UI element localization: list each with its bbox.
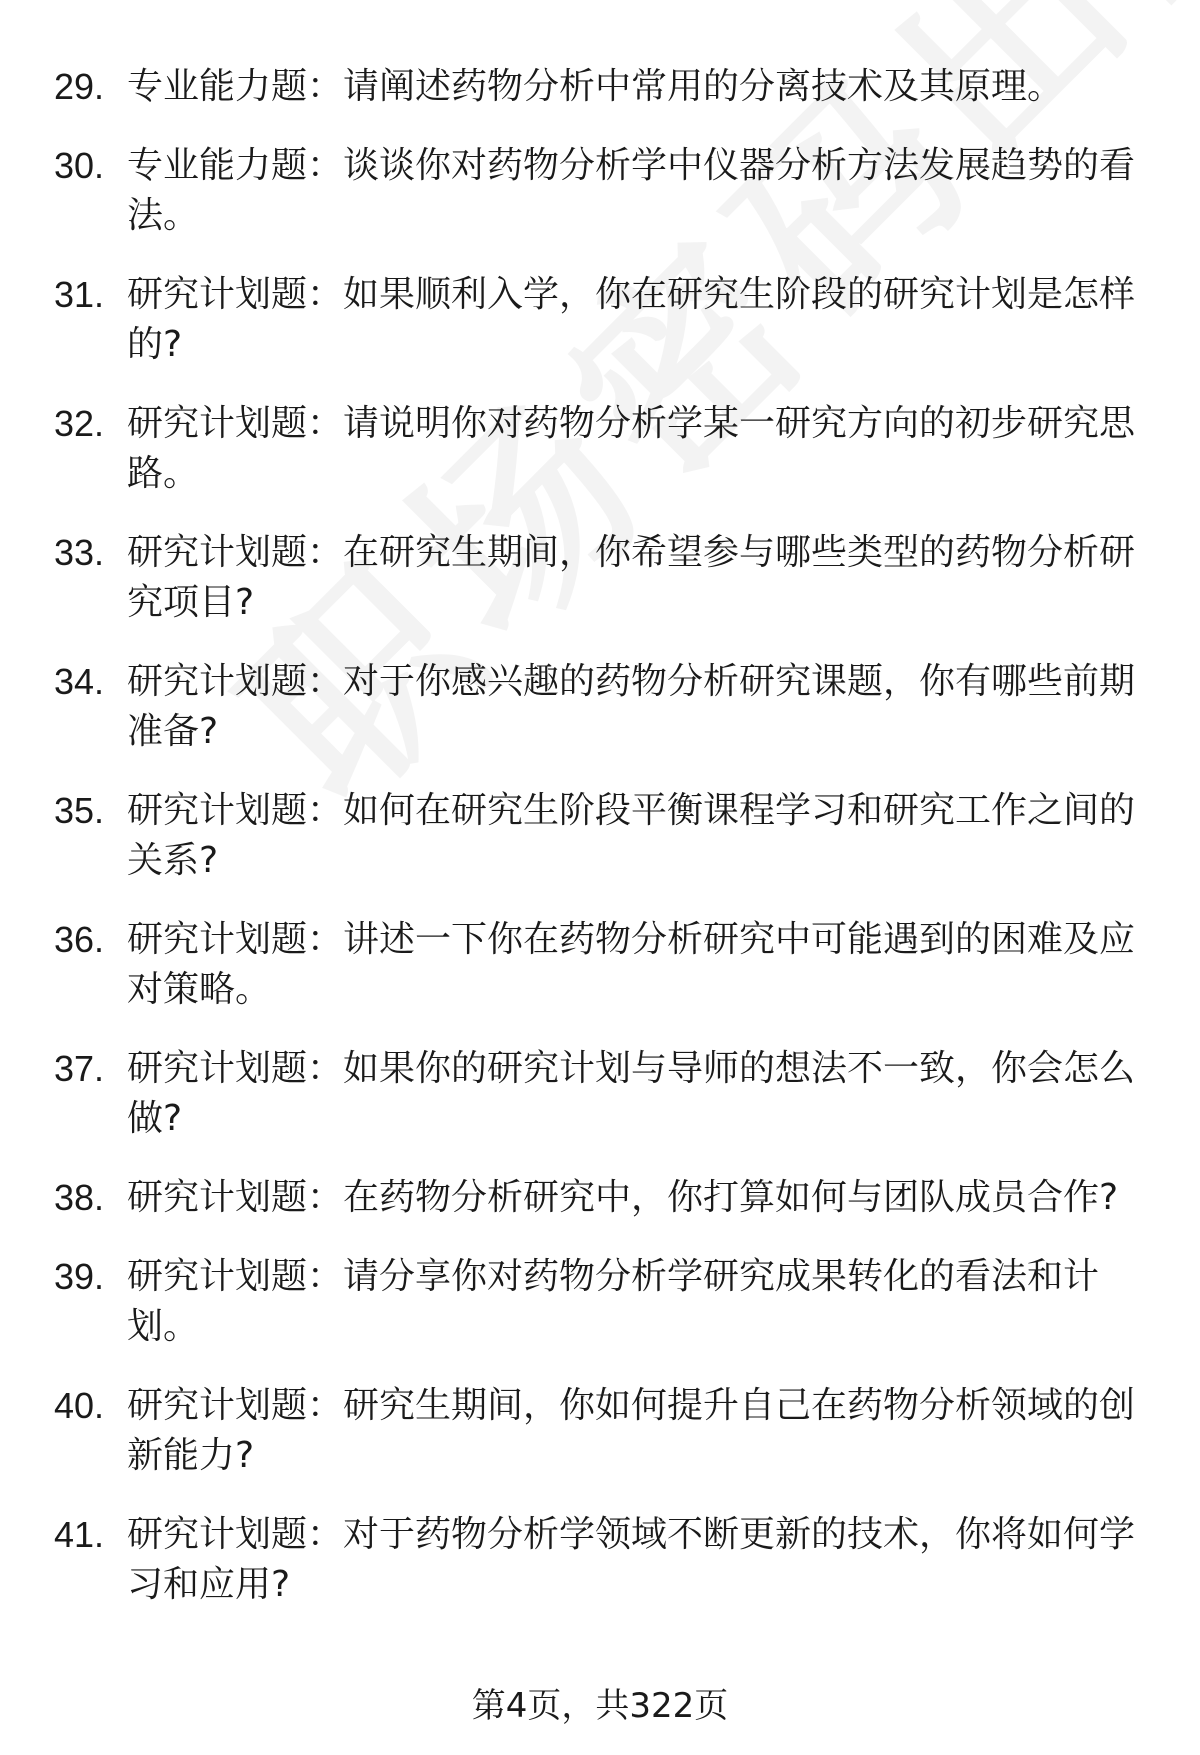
question-number: 29. — [54, 66, 105, 107]
question-number: 32. — [54, 403, 105, 444]
question-number: 38. — [54, 1177, 105, 1218]
question-number: 37. — [54, 1048, 105, 1089]
question-text: 研究计划题：讲述一下你在药物分析研究中可能遇到的困难及应对策略。 — [127, 919, 1136, 1010]
question-text: 专业能力题：请阐述药物分析中常用的分离技术及其原理。 — [127, 66, 1064, 107]
question-list — [0, 62, 1200, 1639]
question-number: 31. — [54, 274, 105, 315]
question-item — [0, 399, 1200, 499]
question-number: 35. — [54, 790, 105, 831]
question-item — [0, 141, 1200, 241]
question-number: 30. — [54, 145, 105, 186]
question-item — [0, 1044, 1200, 1144]
question-text: 研究计划题：在研究生期间，你希望参与哪些类型的药物分析研究项目? — [127, 532, 1136, 623]
question-item — [0, 657, 1200, 757]
question-item — [0, 1510, 1200, 1610]
question-item — [0, 270, 1200, 370]
question-text: 研究计划题：请分享你对药物分析学研究成果转化的看法和计划。 — [127, 1256, 1100, 1347]
question-item — [0, 786, 1200, 886]
question-item — [0, 528, 1200, 628]
question-item — [0, 1381, 1200, 1481]
question-text: 研究计划题：如果顺利入学，你在研究生阶段的研究计划是怎样的? — [127, 274, 1136, 365]
question-text: 研究计划题：如果你的研究计划与导师的想法不一致，你会怎么做? — [127, 1048, 1136, 1139]
question-text: 研究计划题：研究生期间，你如何提升自己在药物分析领域的创新能力? — [127, 1385, 1136, 1476]
question-number: 40. — [54, 1385, 105, 1426]
question-item — [0, 1252, 1200, 1352]
question-item — [0, 915, 1200, 1015]
question-number: 36. — [54, 919, 105, 960]
question-number: 33. — [54, 532, 105, 573]
question-number: 41. — [54, 1514, 105, 1555]
question-number: 39. — [54, 1256, 105, 1297]
question-text: 研究计划题：请说明你对药物分析学某一研究方向的初步研究思路。 — [127, 403, 1136, 494]
question-text: 研究计划题：对于药物分析学领域不断更新的技术，你将如何学习和应用? — [127, 1514, 1136, 1605]
question-number: 34. — [54, 661, 105, 702]
question-text: 专业能力题：谈谈你对药物分析学中仪器分析方法发展趋势的看法。 — [127, 145, 1136, 236]
question-text: 研究计划题：在药物分析研究中，你打算如何与团队成员合作? — [127, 1177, 1119, 1218]
question-item — [0, 62, 1200, 112]
question-text: 研究计划题：如何在研究生阶段平衡课程学习和研究工作之间的关系? — [127, 790, 1136, 881]
question-item — [0, 1173, 1200, 1223]
question-text: 研究计划题：对于你感兴趣的药物分析研究课题，你有哪些前期准备? — [127, 661, 1136, 752]
page-footer: 第4页，共322页 — [471, 1686, 729, 1726]
